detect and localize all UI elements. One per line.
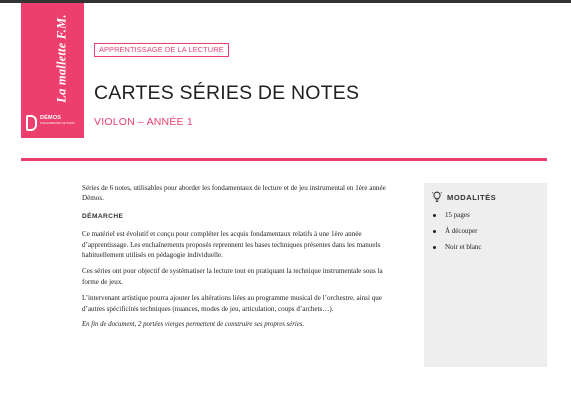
- section-heading: DÉMARCHE: [82, 212, 124, 220]
- list-item: 15 pages: [432, 211, 482, 220]
- body-paragraph: Ce matériel est évolutif et conçu pour compléter les acquis fondamentaux relatifs à une 1ère année d’apprentissage. Les enchaînements proposés reprennent les bases techniques présentes dans les manuels habituellement utilisés en pédagogie individuelle.: [82, 230, 381, 260]
- lightbulb-icon: [432, 191, 442, 203]
- intro-paragraph: Séries de 6 notes, utilisables pour aborder les fondamentaux de lecture et de jeu instrumental en 1ère année Démos.: [82, 184, 386, 203]
- section-divider: [21, 158, 547, 161]
- body-paragraph: L’intervenant artistique pourra ajouter les altérations liées au programme musical de l’orchestre, ainsi que d’autres spécificités techniques (nuances, modes de jeu, articulation, coups d’archets…).: [82, 294, 382, 313]
- category-tag: APPRENTISSAGE DE LA LECTURE: [94, 43, 229, 57]
- logo-name: DÉMOS: [40, 115, 62, 121]
- demos-logo: [26, 115, 80, 135]
- modalites-list: [432, 211, 482, 259]
- panel-header: [432, 191, 496, 203]
- description-body: [82, 183, 394, 336]
- list-item: Noir et blanc: [432, 243, 482, 252]
- page-title: CARTES SÉRIES DE NOTES: [94, 82, 360, 104]
- panel-title: MODALITÉS: [447, 192, 497, 202]
- list-item: À découper: [432, 227, 482, 236]
- footnote: En fin de document, 2 portées vierges permettent de construire ses propres séries.: [82, 321, 305, 329]
- logo-text: [40, 116, 74, 125]
- modalites-panel: [424, 183, 547, 367]
- series-title-text: La mallette F.M.: [54, 13, 69, 103]
- body-paragraph: Ces séries ont pour objectif de systématiser la lecture tout en pratiquant la technique instrumentale sous la forme de jeux.: [82, 267, 383, 286]
- logo-tagline: PHILHARMONIE DE PARIS: [40, 121, 75, 125]
- series-title: [52, 11, 72, 105]
- logo-mark-icon: [26, 115, 37, 131]
- top-rule: [0, 0, 571, 3]
- series-band: [21, 3, 84, 138]
- page-subtitle: VIOLON – ANNÉE 1: [94, 116, 193, 128]
